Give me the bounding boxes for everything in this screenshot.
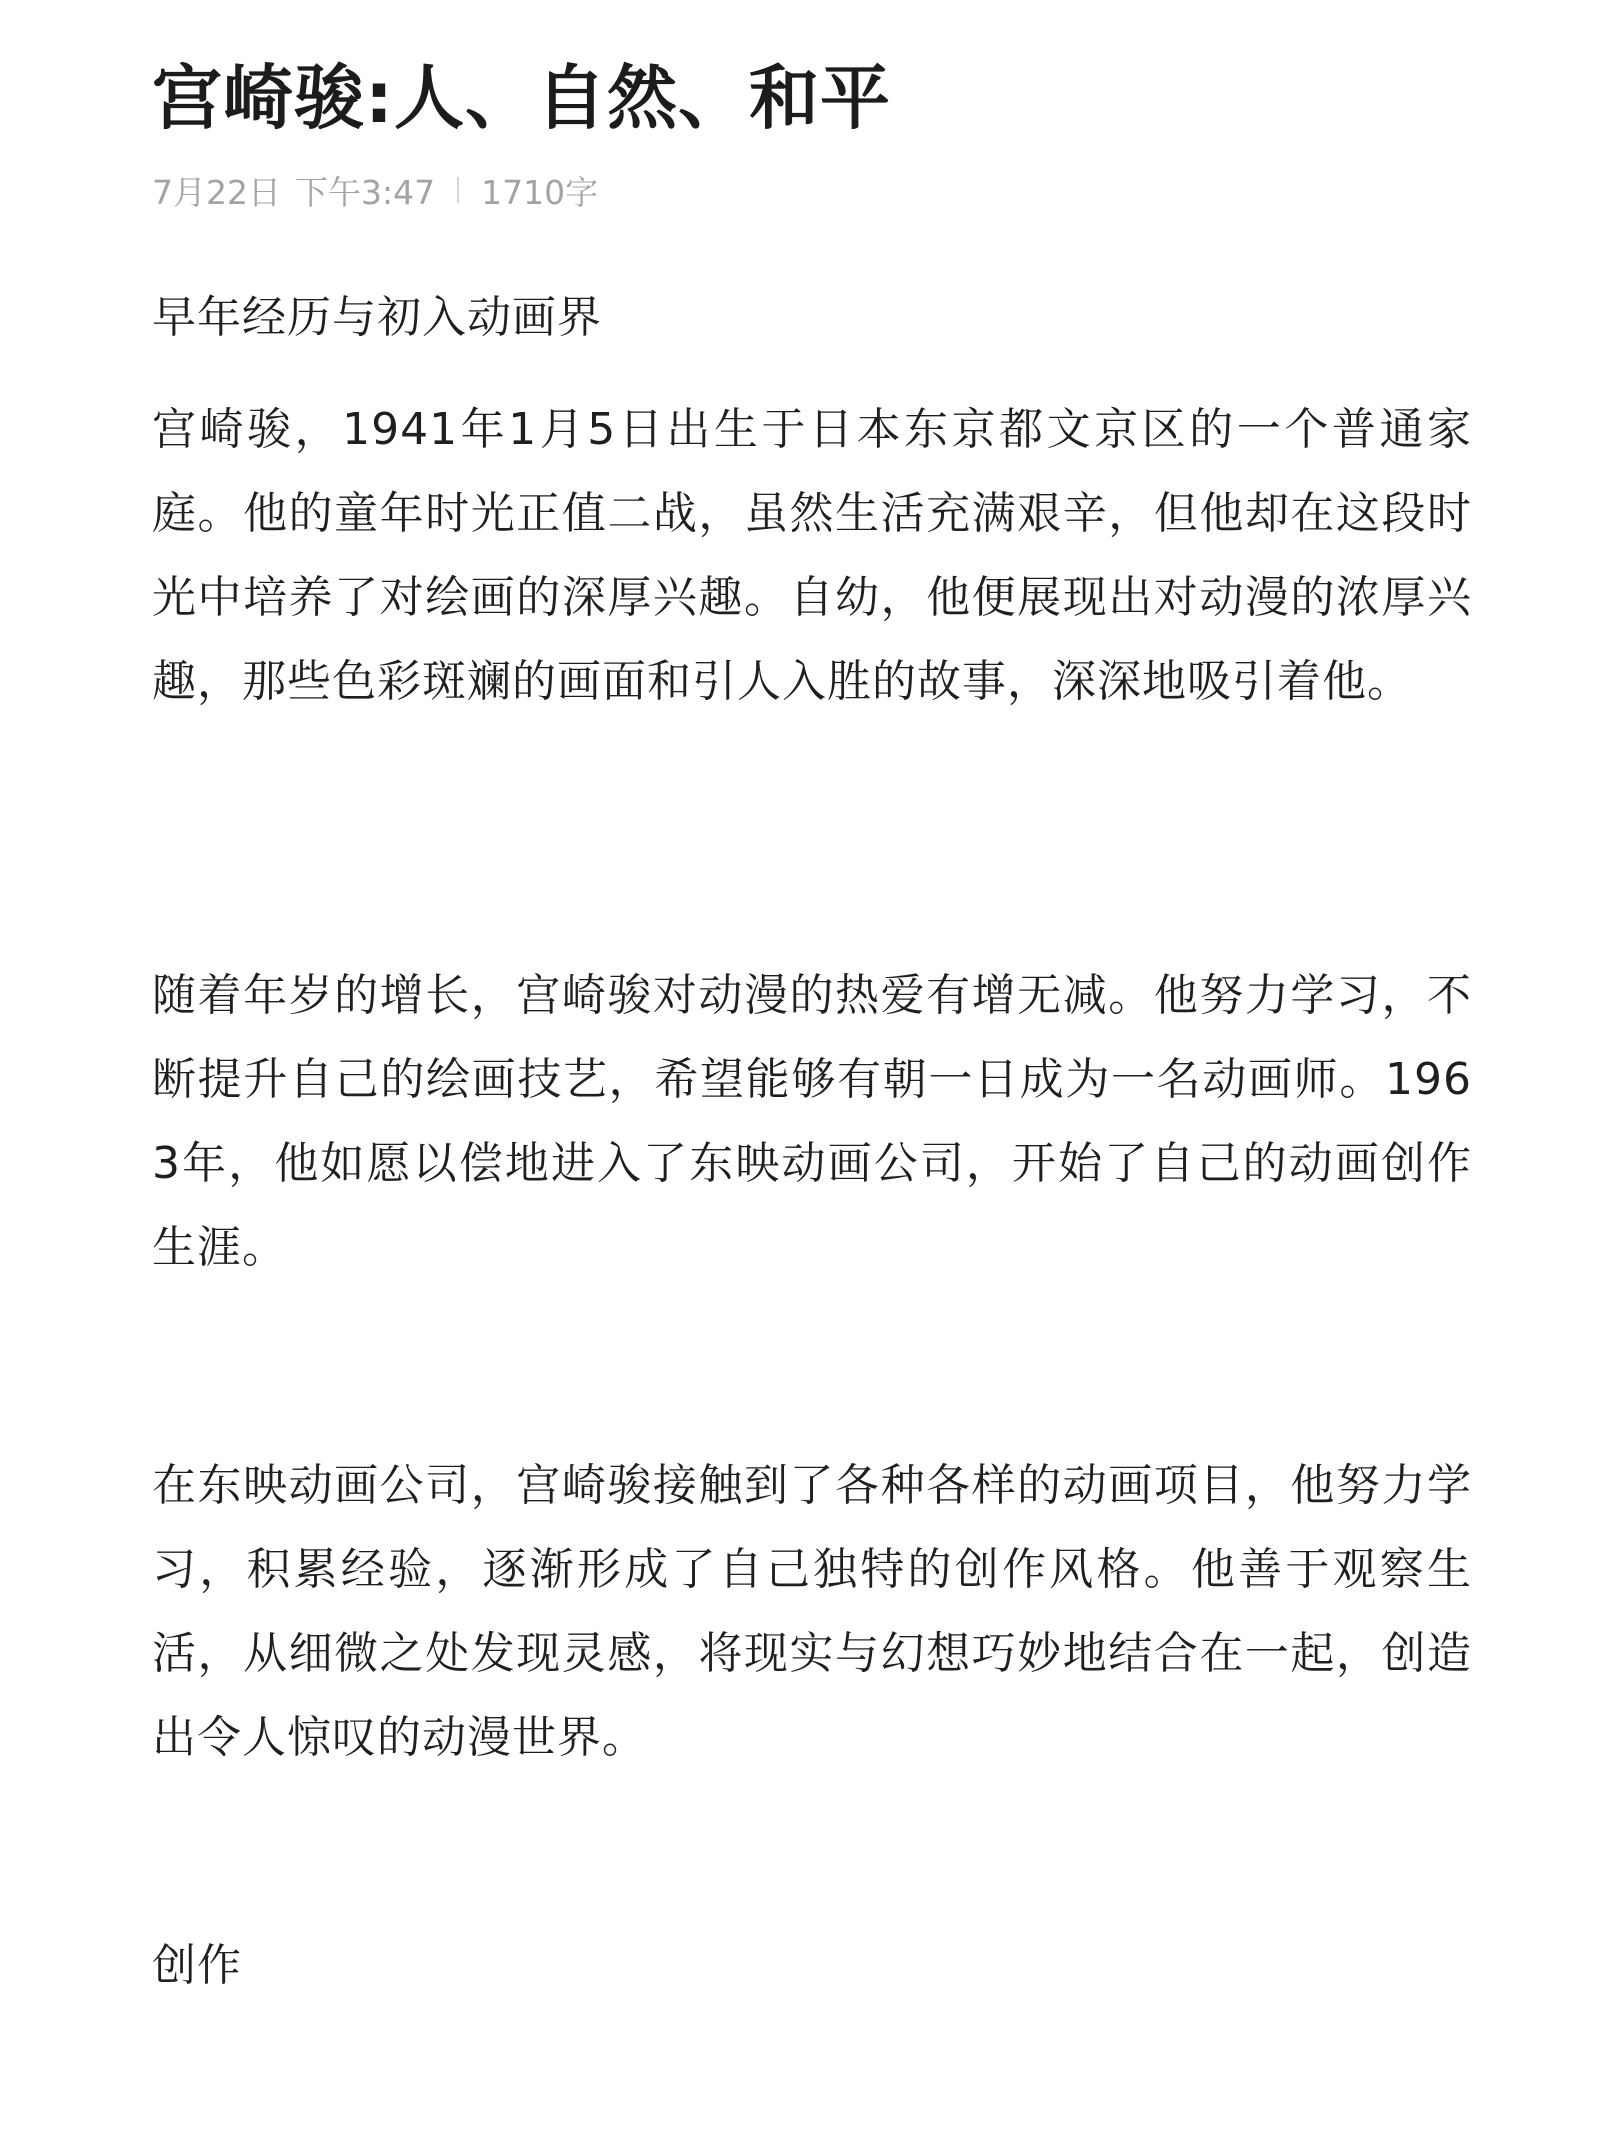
note-title[interactable]: 宫崎骏:人、自然、和平 (152, 57, 891, 139)
note-meta (152, 166, 598, 214)
paragraph-growth[interactable]: 随着年岁的增长，宫崎骏对动漫的热爱有增无减。他努力学习，不断提升自己的绘画技艺，希望能够有朝一日成为一名动画师。1963年，他如愿以偿地进入了东映动画公司，开始了自己的动画创作生涯。 (152, 970, 1472, 1273)
section-heading-early-life[interactable]: 早年经历与初入动画界 (152, 292, 602, 343)
note-time: 下午3:47 (295, 172, 436, 212)
section-heading-creation[interactable]: 创作 (152, 1940, 242, 1991)
meta-divider (457, 177, 459, 203)
note-date: 7月22日 (152, 172, 281, 212)
paragraph-early-life[interactable]: 宫崎骏，1941年1月5日出生于日本东京都文京区的一个普通家庭。他的童年时光正值二战，虽然生活充满艰辛，但他却在这段时光中培养了对绘画的深厚兴趣。自幼，他便展现出对动漫的浓厚兴趣，那些色彩斑斓的画面和引人入胜的故事，深深地吸引着他。 (152, 404, 1472, 707)
note-page (152, 0, 1472, 2134)
note-word-count: 1710字 (481, 172, 599, 212)
paragraph-toei[interactable]: 在东映动画公司，宫崎骏接触到了各种各样的动画项目，他努力学习，积累经验，逐渐形成了自己独特的创作风格。他善于观察生活，从细微之处发现灵感，将现实与幻想巧妙地结合在一起，创造出令人惊叹的动漫世界。 (152, 1460, 1472, 1763)
